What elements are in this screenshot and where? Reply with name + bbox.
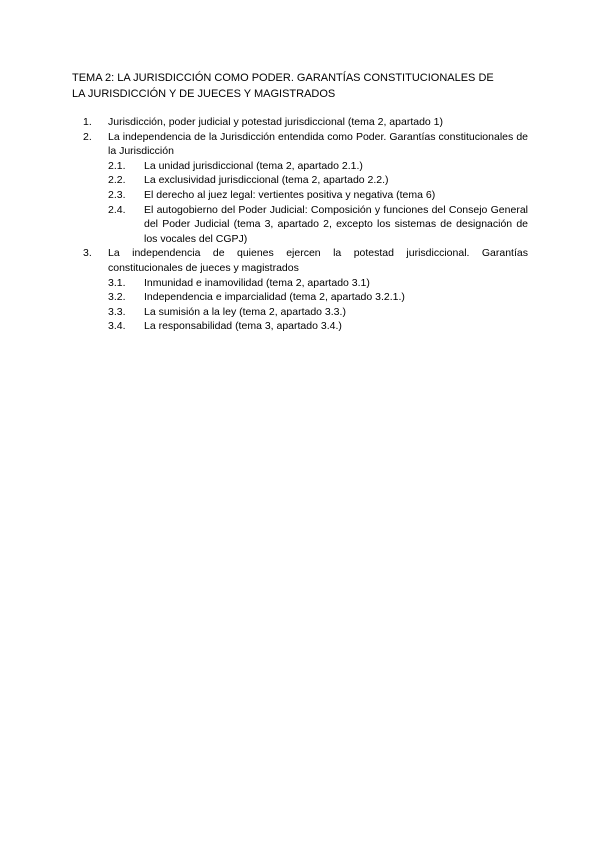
subitem-text: La sumisión a la ley (tema 2, apartado 3.3.) xyxy=(144,305,346,318)
subitem-number: 3.3. xyxy=(108,305,126,318)
item-text: Jurisdicción, poder judicial y potestad jurisdiccional (tema 2, apartado 1) xyxy=(108,116,444,128)
title-line-1: TEMA 2: LA JURISDICCIÓN COMO PODER. GARANTÍAS CONSTITUCIONALES DE xyxy=(72,72,494,84)
document-title xyxy=(72,70,528,102)
title-line-2: LA JURISDICCIÓN Y DE JUECES Y MAGISTRADOS xyxy=(72,88,336,100)
subitem-text: La responsabilidad (tema 3, apartado 3.4.) xyxy=(144,320,342,333)
outline-subitem-2-1 xyxy=(72,159,528,174)
subitem-text: Independencia e imparcialidad (tema 2, apartado 3.2.1.) xyxy=(144,291,405,304)
item-text: La independencia de la Jurisdicción entendida como Poder. Garantías constitucionales de la Jurisdicción xyxy=(108,130,528,158)
outline-subitem-2-4 xyxy=(72,203,528,247)
subitem-text: Inmunidad e inamovilidad (tema 2, apartado 3.1) xyxy=(144,276,370,289)
outline-subitem-3-3 xyxy=(72,305,528,320)
item-text: La independencia de quienes ejercen la potestad jurisdiccional. Garantías constitucionales de jueces y magistrados xyxy=(108,247,528,274)
subitem-text: El autogobierno del Poder Judicial: Composición y funciones del Consejo General del Poder Judicial (tema 3, apartado 2, excepto los sistemas de designación de los vocales del CGPJ) xyxy=(144,203,528,245)
outline-subitem-2-2 xyxy=(72,173,528,188)
outline-item-1 xyxy=(72,115,528,130)
subitem-number: 2.1. xyxy=(108,159,126,172)
outline-item-2 xyxy=(72,130,528,159)
outline-subitem-3-2 xyxy=(72,290,528,305)
topic-outline xyxy=(72,115,528,334)
outline-subitem-3-4 xyxy=(72,319,528,334)
subitem-number: 2.4. xyxy=(108,203,126,216)
subitem-number: 3.4. xyxy=(108,320,126,333)
subitem-number: 2.3. xyxy=(108,188,126,201)
outline-subitem-3-1 xyxy=(72,276,528,291)
outline-subitem-2-3 xyxy=(72,188,528,203)
subitem-number: 3.1. xyxy=(108,276,126,289)
item-number: 3. xyxy=(83,247,92,260)
subitem-number: 3.2. xyxy=(108,291,126,304)
subitem-text: La unidad jurisdiccional (tema 2, apartado 2.1.) xyxy=(144,159,363,172)
outline-item-3 xyxy=(72,246,528,275)
subitem-text: El derecho al juez legal: vertientes positiva y negativa (tema 6) xyxy=(144,188,436,201)
item-number: 2. xyxy=(83,130,92,143)
item-number: 1. xyxy=(83,116,92,128)
subitem-number: 2.2. xyxy=(108,174,126,187)
subitem-text: La exclusividad jurisdiccional (tema 2, apartado 2.2.) xyxy=(144,174,389,187)
